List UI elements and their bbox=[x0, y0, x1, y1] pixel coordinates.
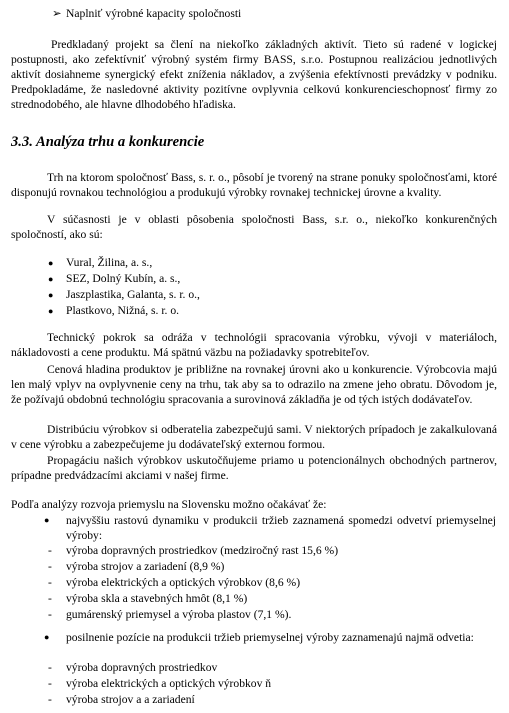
list-item: ● Plastkovo, Nižná, s. r. o. bbox=[48, 304, 180, 317]
tech-paragraph: Technický pokrok sa odráža v technológii spracovania výrobku, vývoji v materiáloch, nákladovosti a cene produktu. Má spätnú väzbu na požiadavky spotrebiteľov. bbox=[11, 331, 497, 359]
list-item: - výroba dopravných prostriedkov (medziročný rast 15,6 %) bbox=[48, 544, 339, 557]
position-list bbox=[48, 660, 488, 708]
growth-list bbox=[48, 543, 488, 623]
list-item: - výroba strojov a a zariadení bbox=[48, 693, 195, 706]
bullet-icon: ● bbox=[48, 274, 54, 284]
list-item: - výroba strojov a zariadení (8,9 %) bbox=[48, 560, 225, 573]
bullet-icon: ● bbox=[44, 632, 50, 642]
list-item: - výroba skla a stavebných hmôt (8,1 %) bbox=[48, 592, 248, 605]
bullet-icon: ● bbox=[48, 306, 54, 316]
competitor-list bbox=[48, 255, 348, 319]
analysis-intro: Podľa analýzy rozvoja priemyslu na Slovensku možno očakávať že: bbox=[11, 498, 327, 511]
section-heading: 3.3. Analýza trhu a konkurencie bbox=[11, 134, 205, 150]
position-bullet: ● posilnenie pozície na produkcii tržieb priemyselnej výroby zaznamenajú najmä odvetia: bbox=[44, 631, 474, 644]
bullet-icon: ● bbox=[48, 258, 54, 268]
bullet-icon: ● bbox=[44, 515, 50, 525]
objective-text: Naplniť výrobné kapacity spoločnosti bbox=[66, 7, 242, 20]
list-item: - výroba elektrických a optických výrobkov (8,6 %) bbox=[48, 576, 301, 589]
bullet-icon: ● bbox=[48, 290, 54, 300]
arrow-bullet-icon: ➢ bbox=[52, 7, 62, 20]
list-item: ● Vural, Žilina, a. s., bbox=[48, 256, 153, 269]
list-item: - gumárenský priemysel a výroba plastov (7,1 %). bbox=[48, 608, 292, 621]
intro-paragraph: Predkladaný projekt sa člení na niekoľko základných aktivít. Tieto sú radené v logickej postupnosti, ako zefektívniť výrobný systém firmy BASS, s.r.o. Postupnou realizáciou jednotlivých aktivít dosiahneme synergický efekt zníženia nákladov, a zvýšenia efektívnosti prevádzky v podniku. Predpokladáme, že nasledovné aktivity pozitívne ovplyvnia celkovú konkurencieschopnosť firmy zo strednodobého, ale hlavne dlhodobého hľadiska. bbox=[11, 38, 497, 111]
list-item: - výroba elektrických a optických výrobkov ň bbox=[48, 677, 272, 690]
market-paragraph: Trh na ktorom spoločnosť Bass, s. r. o., pôsobí je tvorený na strane ponuky spoločnosťami, ktoré disponujú rovnakou technológiou a produkujú výrobky rovnakej technickej úrovne a kvality. bbox=[11, 171, 497, 199]
list-item: ● SEZ, Dolný Kubín, a. s., bbox=[48, 272, 181, 285]
price-paragraph: Cenová hladina produktov je približne na rovnakej úrovni ako u konkurencie. Výrobcovia majú len malý vplyv na ovplyvnenie ceny na trhu, tak aby sa to odrazilo na zmene jeho obratu. Dôvodom je, že požívajú obdobnú technológiu spracovania a surovinová základňa je od tých istých dodávateľov. bbox=[11, 363, 497, 406]
objective-item bbox=[52, 6, 472, 21]
list-item: - výroba dopravných prostriedkov bbox=[48, 661, 218, 674]
competitors-intro: V súčasnosti je v oblasti pôsobenia spoločnosti Bass, s.r. o., niekoľko konkurenčných spoločností, ako sú: bbox=[11, 213, 497, 241]
list-item: ● Jaszplastika, Galanta, s. r. o., bbox=[48, 288, 200, 301]
promotion-paragraph: Propagáciu našich výrobkov uskutočňujeme priamo u potencionálnych obchodných partnerov, prípadne predvádzacími akciami v našej firme. bbox=[11, 454, 497, 482]
growth-bullet: ● najvyššiu rastovú dynamiku v produkcii tržieb zaznamená spomedzi odvetví priemyselnej výroby: bbox=[44, 514, 496, 542]
distribution-paragraph: Distribúciu výrobkov si odberatelia zabezpečujú sami. V niektorých prípadoch je zakalkulovaná v cene výrobku a zabezpečujeme ju dodávateľský externou formou. bbox=[11, 423, 497, 451]
